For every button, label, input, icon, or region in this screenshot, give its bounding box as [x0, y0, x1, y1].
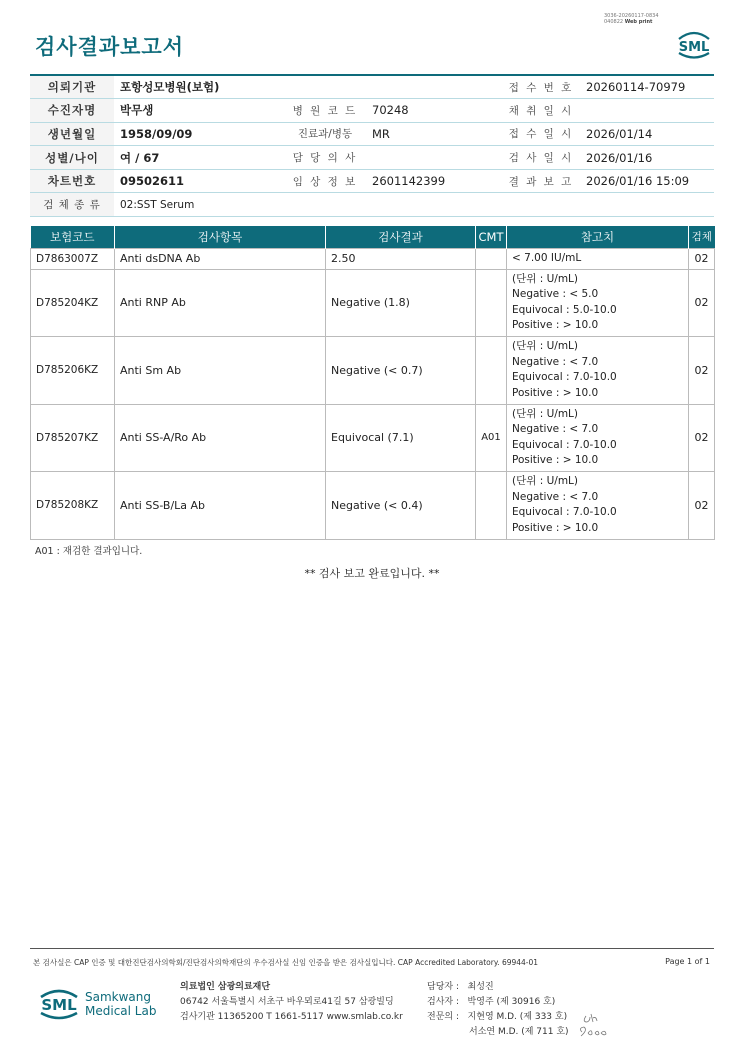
- collect-date-value: [580, 99, 714, 123]
- staff-info: [427, 980, 569, 1040]
- organization-contact: 검사기관 11365200 T 1661-5117 www.smlab.co.kr: [180, 1012, 403, 1022]
- organization-name: 의료법인 삼광의료재단: [180, 982, 271, 992]
- row-reference: [507, 472, 689, 540]
- col-header-specimen: 검체: [689, 226, 715, 248]
- patient-info-table: [30, 74, 714, 217]
- row-item: Anti SS-A/Ro Ab: [115, 404, 326, 472]
- requester-value: 포항성모병원(보험): [114, 75, 502, 99]
- row-reference: [507, 404, 689, 472]
- col-header-result: 검사결과: [326, 226, 476, 248]
- row-cmt: [476, 472, 507, 540]
- row-result: 2.50: [326, 248, 476, 269]
- table-row: [31, 472, 715, 540]
- hospital-code-value: 70248: [366, 99, 502, 123]
- table-row: [31, 269, 715, 337]
- birth-label: 생년월일: [30, 122, 114, 146]
- sml-logo-icon: [673, 26, 715, 62]
- row-reference: [507, 248, 689, 269]
- table-row: [31, 337, 715, 405]
- sex-age-label: 성별/나이: [30, 146, 114, 170]
- receipt-date-label: 접 수 일 시: [502, 122, 580, 146]
- info-row: [30, 169, 714, 193]
- signature-icon: [578, 1008, 612, 1040]
- row-item: Anti Sm Ab: [115, 337, 326, 405]
- row-cmt: [476, 337, 507, 405]
- test-date-label: 검 사 일 시: [502, 146, 580, 170]
- row-item: Anti SS-B/La Ab: [115, 472, 326, 540]
- clinical-label: 임 상 정 보: [284, 169, 366, 193]
- info-row: [30, 122, 714, 146]
- reference-line: Negative : < 5.0: [512, 288, 599, 301]
- doctor-label: 담 당 의 사: [284, 146, 366, 170]
- clinical-value: 2601142399: [366, 169, 502, 193]
- row-result: Negative (1.8): [326, 269, 476, 337]
- row-code: D7863007Z: [31, 248, 115, 269]
- manager-line: 담당자 : 최성진: [427, 982, 494, 992]
- col-header-code: 보험코드: [31, 226, 115, 248]
- receipt-no-label: 접 수 번 호: [502, 75, 580, 99]
- table-row: [31, 404, 715, 472]
- doctor-value: [366, 146, 502, 170]
- row-specimen: 02: [689, 404, 715, 472]
- footer-divider: [30, 948, 714, 949]
- document-id-line1: 3036-20260117-0834: [604, 13, 659, 19]
- chart-label: 차트번호: [30, 169, 114, 193]
- logo-text: SML: [41, 996, 77, 1014]
- row-item: Anti dsDNA Ab: [115, 248, 326, 269]
- logo-text: SML: [678, 40, 710, 55]
- dept-label: 진료과/병동: [284, 122, 366, 146]
- reference-line: (단위 : U/mL): [512, 407, 578, 420]
- patient-value: 박무생: [114, 99, 284, 123]
- row-code: D785204KZ: [31, 269, 115, 337]
- page-number: Page 1 of 1: [665, 957, 710, 966]
- row-cmt: [476, 269, 507, 337]
- reference-line: (단위 : U/mL): [512, 272, 578, 285]
- hospital-code-label: 병 원 코 드: [284, 99, 366, 123]
- results-header-row: [31, 226, 715, 248]
- table-row: [31, 248, 715, 269]
- patient-label: 수진자명: [30, 99, 114, 123]
- reference-line: Negative : < 7.0: [512, 490, 599, 503]
- row-specimen: 02: [689, 337, 715, 405]
- info-row: [30, 99, 714, 123]
- receipt-no-value: 20260114-70979: [580, 75, 714, 99]
- row-code: D785207KZ: [31, 404, 115, 472]
- reference-line: Equivocal : 7.0-10.0: [512, 438, 617, 451]
- reference-line: Equivocal : 7.0-10.0: [512, 506, 617, 519]
- specialist-line-1: 전문의 : 지현영 M.D. (제 333 호): [427, 1012, 568, 1022]
- reference-line: Positive : > 10.0: [512, 319, 599, 332]
- row-reference: [507, 337, 689, 405]
- row-specimen: 02: [689, 472, 715, 540]
- row-cmt: A01: [476, 404, 507, 472]
- reference-line: Positive : > 10.0: [512, 521, 599, 534]
- results-table: [30, 226, 715, 540]
- web-print-label: Web print: [624, 19, 653, 25]
- row-result: Negative (< 0.4): [326, 472, 476, 540]
- birth-value: 1958/09/09: [114, 122, 284, 146]
- sex-age-value: 여 / 67: [114, 146, 284, 170]
- reference-line: Positive : > 10.0: [512, 386, 599, 399]
- report-date-label: 결 과 보 고: [502, 169, 580, 193]
- reference-line: Negative : < 7.0: [512, 355, 599, 368]
- document-id: [604, 13, 659, 25]
- row-specimen: 02: [689, 269, 715, 337]
- reference-line: < 7.00 IU/mL: [512, 251, 582, 264]
- requester-label: 의뢰기관: [30, 75, 114, 99]
- collect-date-label: 채 취 일 시: [502, 99, 580, 123]
- row-result: Equivocal (7.1): [326, 404, 476, 472]
- col-header-reference: 참고치: [507, 226, 689, 248]
- specialist-line-2: 서소연 M.D. (제 711 호): [469, 1027, 569, 1037]
- row-code: D785208KZ: [31, 472, 115, 540]
- report-complete-message: ** 검사 보고 완료입니다. **: [304, 567, 440, 580]
- col-header-cmt: CMT: [476, 226, 507, 248]
- row-result: Negative (< 0.7): [326, 337, 476, 405]
- certification-text: 본 검사실은 CAP 인증 및 대한진단검사의학회/진단검사의학재단의 우수검사실 신임 인증을 받은 검사실입니다. CAP Accredited Laboratory. 69944-01: [33, 958, 539, 967]
- reference-line: Equivocal : 7.0-10.0: [512, 371, 617, 384]
- brand-name: [85, 990, 156, 1018]
- page-title: 검사결과보고서: [35, 35, 185, 59]
- organization-info: [180, 980, 403, 1025]
- reference-line: (단위 : U/mL): [512, 475, 578, 488]
- brand-line2: Medical Lab: [85, 1004, 157, 1018]
- row-reference: [507, 269, 689, 337]
- tester-line: 검사자 : 박영주 (제 30916 호): [427, 997, 556, 1007]
- dept-value: MR: [366, 122, 502, 146]
- test-date-value: 2026/01/16: [580, 146, 714, 170]
- receipt-date-value: 2026/01/14: [580, 122, 714, 146]
- row-cmt: [476, 248, 507, 269]
- report-date-value: 2026/01/16 15:09: [580, 169, 714, 193]
- row-code: D785206KZ: [31, 337, 115, 405]
- chart-value: 09502611: [114, 169, 284, 193]
- specimen-label: 검 체 종 류: [30, 193, 114, 217]
- reference-line: Positive : > 10.0: [512, 454, 599, 467]
- col-header-item: 검사항목: [115, 226, 326, 248]
- specimen-value: 02:SST Serum: [114, 193, 714, 217]
- comment-note: A01 : 재검한 결과입니다.: [35, 546, 143, 557]
- info-row: [30, 75, 714, 99]
- row-specimen: 02: [689, 248, 715, 269]
- info-row: [30, 146, 714, 170]
- info-row: [30, 193, 714, 217]
- document-id-line2: 040822: [604, 19, 624, 25]
- row-item: Anti RNP Ab: [115, 269, 326, 337]
- organization-address: 06742 서울특별시 서초구 바우뫼로41길 57 삼광빌딩: [180, 997, 394, 1007]
- reference-line: Equivocal : 5.0-10.0: [512, 303, 617, 316]
- samkwang-logo-icon: [36, 983, 82, 1023]
- reference-line: (단위 : U/mL): [512, 340, 578, 353]
- brand-line1: Samkwang: [85, 990, 151, 1004]
- reference-line: Negative : < 7.0: [512, 423, 599, 436]
